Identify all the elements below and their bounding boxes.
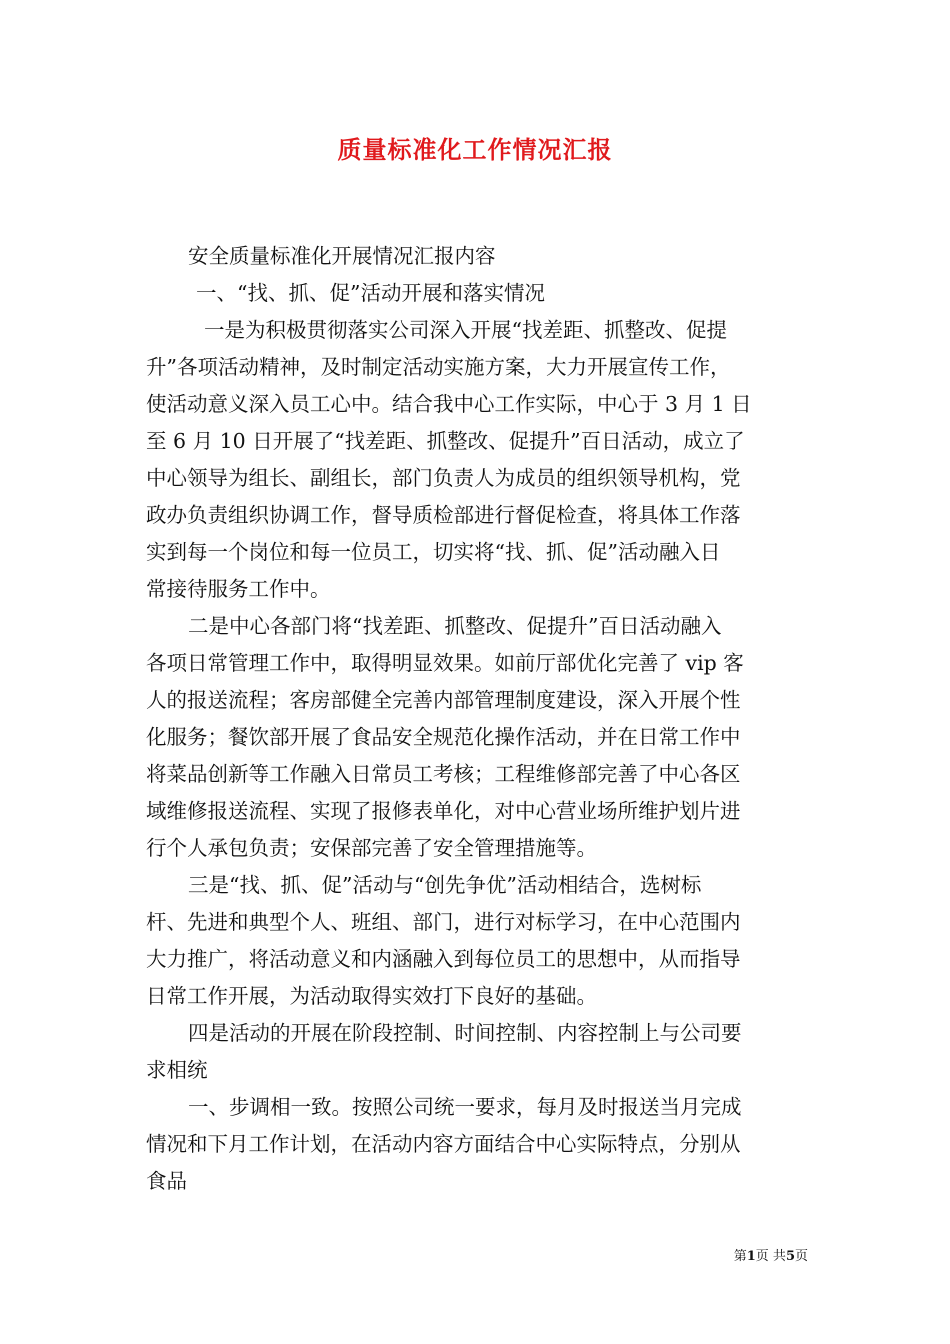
footer-total-pages: 5 xyxy=(785,1249,795,1264)
text-line: 人的报送流程；客房部健全完善内部管理制度建设，深入开展个性 xyxy=(146,688,741,712)
text-line: 化服务；餐饮部开展了食品安全规范化操作活动，并在日常工作中 xyxy=(146,725,741,749)
text-line: 杆、先进和典型个人、班组、部门，进行对标学习，在中心范围内 xyxy=(146,910,741,934)
text-line: 三是“找、抓、促”活动与“创先争优”活动相结合，选树标 xyxy=(188,873,702,897)
text-line: 一、步调相一致。按照公司统一要求，每月及时报送当月完成 xyxy=(188,1095,742,1119)
text-line: 政办负责组织协调工作，督导质检部进行督促检查，将具体工作落 xyxy=(146,503,741,527)
text-line: 求相统 xyxy=(146,1058,208,1082)
text-line: 使活动意义深入员工心中。结合我中心工作实际，中心于 3 月 1 日 xyxy=(146,392,752,416)
text-line: 四是活动的开展在阶段控制、时间控制、内容控制上与公司要 xyxy=(188,1021,742,1045)
text-line: 至 6 月 10 日开展了“找差距、抓整改、促提升”百日活动，成立了 xyxy=(146,429,745,453)
page-footer xyxy=(700,1248,808,1266)
footer-suffix: 页 xyxy=(794,1249,808,1264)
footer-page-number: 1 xyxy=(746,1249,756,1264)
text-line: 实到每一个岗位和每一位员工，切实将“找、抓、促”活动融入日 xyxy=(146,540,721,564)
text-line: 中心领导为组长、副组长，部门负责人为成员的组织领导机构，党 xyxy=(146,466,741,490)
body-text xyxy=(146,238,808,1200)
text-line: 一是为积极贯彻落实公司深入开展“找差距、抓整改、促提 xyxy=(204,318,727,342)
text-line: 域维修报送流程、实现了报修表单化，对中心营业场所维护划片进 xyxy=(146,799,741,823)
text-line: 情况和下月工作计划，在活动内容方面结合中心实际特点，分别从 xyxy=(146,1132,741,1156)
text-line: 常接待服务工作中。 xyxy=(146,577,331,601)
document-body xyxy=(146,238,808,1200)
text-line: 行个人承包负责；安保部完善了安全管理措施等。 xyxy=(146,836,597,860)
document-title: 质量标准化工作情况汇报 xyxy=(337,136,613,164)
text-line: 升”各项活动精神，及时制定活动实施方案，大力开展宣传工作， xyxy=(146,355,731,379)
text-line: 一、“找、抓、促”活动开展和落实情况 xyxy=(196,281,545,305)
text-line: 大力推广，将活动意义和内涵融入到每位员工的思想中，从而指导 xyxy=(146,947,741,971)
text-line: 食品 xyxy=(146,1169,187,1193)
text-line: 日常工作开展，为活动取得实效打下良好的基础。 xyxy=(146,984,597,1008)
text-line: 安全质量标准化开展情况汇报内容 xyxy=(188,244,496,268)
footer-middle: 页 共 xyxy=(755,1249,786,1264)
footer-prefix: 第 xyxy=(733,1249,747,1264)
text-line: 二是中心各部门将“找差距、抓整改、促提升”百日活动融入 xyxy=(188,614,722,638)
text-line: 将菜品创新等工作融入日常员工考核；工程维修部完善了中心各区 xyxy=(146,762,741,786)
text-line: 各项日常管理工作中，取得明显效果。如前厅部优化完善了 vip 客 xyxy=(146,651,744,675)
